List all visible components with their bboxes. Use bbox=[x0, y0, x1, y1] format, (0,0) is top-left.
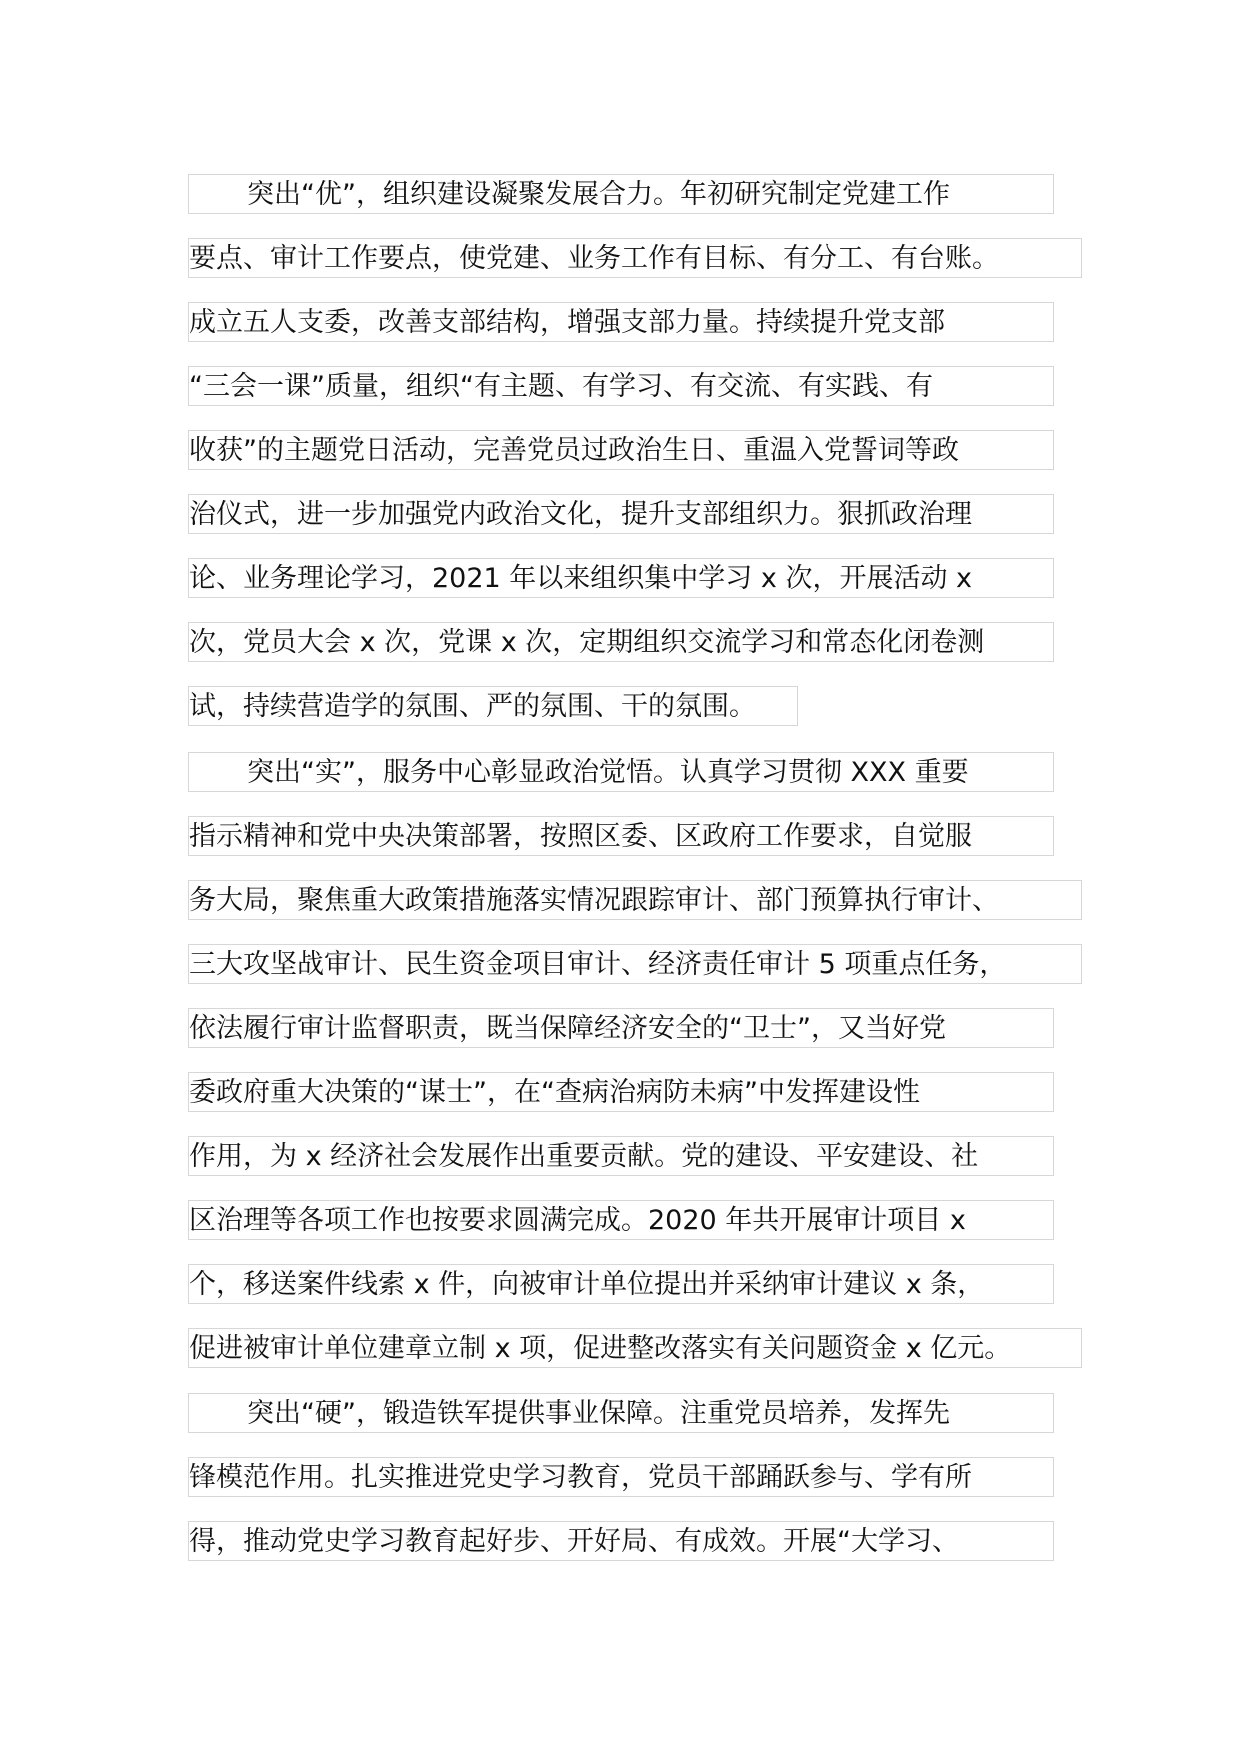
paragraph-1-line-5: 收获”的主题党日活动，完善党员过政治生日、重温入党誓词等政 bbox=[188, 430, 1054, 470]
paragraph-3-line-3: 得，推动党史学习教育起好步、开好局、有成效。开展“大学习、 bbox=[188, 1521, 1054, 1561]
paragraph-1-line-7: 论、业务理论学习，2021 年以来组织集中学习 x 次，开展活动 x bbox=[188, 558, 1054, 598]
paragraph-2-line-2: 指示精神和党中央决策部署，按照区委、区政府工作要求，自觉服 bbox=[188, 816, 1054, 856]
paragraph-1-line-3: 成立五人支委，改善支部结构，增强支部力量。持续提升党支部 bbox=[188, 302, 1054, 342]
paragraph-1-line-6: 治仪式，进一步加强党内政治文化，提升支部组织力。狠抓政治理 bbox=[188, 494, 1054, 534]
paragraph-2-line-6: 委政府重大决策的“谋士”，在“查病治病防未病”中发挥建设性 bbox=[188, 1072, 1054, 1112]
paragraph-2-line-8: 区治理等各项工作也按要求圆满完成。2020 年共开展审计项目 x bbox=[188, 1200, 1054, 1240]
paragraph-1-line-1: 突出“优”，组织建设凝聚发展合力。年初研究制定党建工作 bbox=[188, 174, 1054, 214]
paragraph-2-line-1: 突出“实”，服务中心彰显政治觉悟。认真学习贯彻 XXX 重要 bbox=[188, 752, 1054, 792]
paragraph-2-line-7: 作用，为 x 经济社会发展作出重要贡献。党的建设、平安建设、社 bbox=[188, 1136, 1054, 1176]
paragraph-3-line-2: 锋模范作用。扎实推进党史学习教育，党员干部踊跃参与、学有所 bbox=[188, 1457, 1054, 1497]
paragraph-1-line-8: 次，党员大会 x 次，党课 x 次，定期组织交流学习和常态化闭卷测 bbox=[188, 622, 1054, 662]
paragraph-3-line-1: 突出“硬”，锻造铁军提供事业保障。注重党员培养，发挥先 bbox=[188, 1393, 1054, 1433]
paragraph-2-line-10: 促进被审计单位建章立制 x 项，促进整改落实有关问题资金 x 亿元。 bbox=[188, 1328, 1082, 1368]
paragraph-2-line-9: 个，移送案件线索 x 件，向被审计单位提出并采纳审计建议 x 条， bbox=[188, 1264, 1054, 1304]
paragraph-1-line-2: 要点、审计工作要点，使党建、业务工作有目标、有分工、有台账。 bbox=[188, 238, 1082, 278]
paragraph-1-line-4: “三会一课”质量，组织“有主题、有学习、有交流、有实践、有 bbox=[188, 366, 1054, 406]
paragraph-2-line-3: 务大局，聚焦重大政策措施落实情况跟踪审计、部门预算执行审计、 bbox=[188, 880, 1082, 920]
paragraph-2-line-4: 三大攻坚战审计、民生资金项目审计、经济责任审计 5 项重点任务， bbox=[188, 944, 1082, 984]
paragraph-2-line-5: 依法履行审计监督职责，既当保障经济安全的“卫士”，又当好党 bbox=[188, 1008, 1054, 1048]
paragraph-1-line-9: 试，持续营造学的氛围、严的氛围、干的氛围。 bbox=[188, 686, 798, 726]
